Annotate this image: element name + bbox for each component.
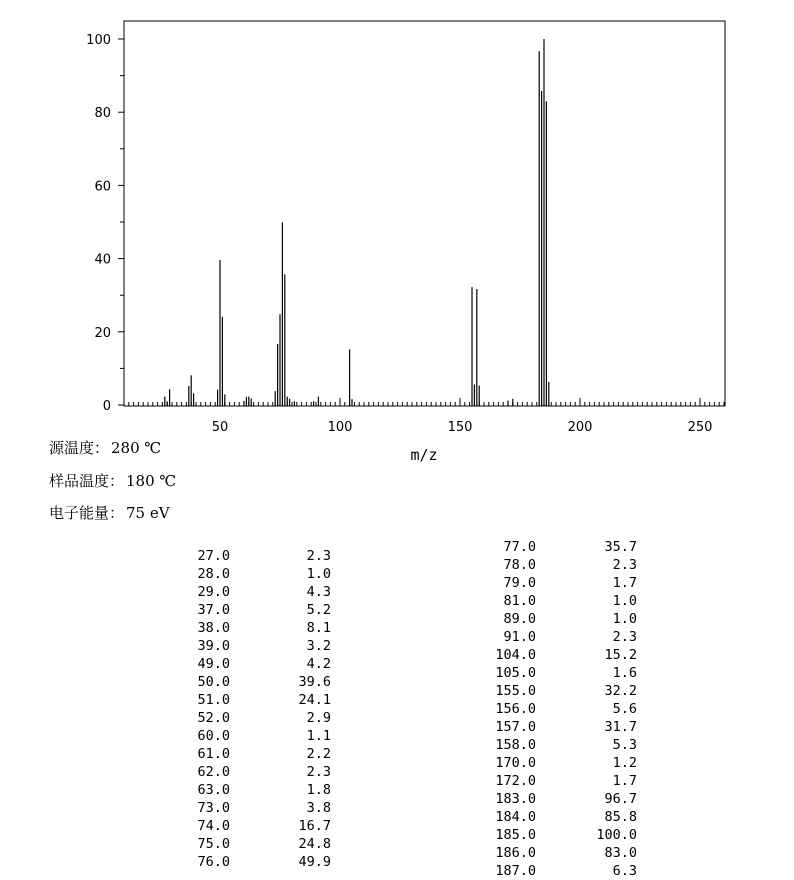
peak-mz: 51.0 (197, 692, 230, 708)
y-tick-label: 20 (94, 325, 111, 341)
sample-temperature-value: 180 ℃ (126, 472, 177, 490)
peak-intensity: 24.1 (298, 692, 331, 708)
peak-intensity: 1.2 (612, 755, 637, 771)
x-tick-label: 50 (211, 420, 229, 435)
source-temperature (49, 437, 161, 458)
peak-intensity: 1.1 (306, 728, 331, 744)
peak-mz: 170.0 (495, 755, 536, 771)
peak-mz: 184.0 (495, 809, 536, 825)
peak-intensity: 31.7 (604, 719, 637, 735)
peak-intensity: 1.6 (612, 665, 637, 681)
peak-intensity: 3.8 (306, 800, 331, 816)
peak-mz: 60.0 (197, 728, 230, 744)
source-temperature-value: 280 ℃ (111, 439, 162, 457)
peak-intensity: 4.3 (306, 584, 331, 600)
peak-intensity: 1.8 (306, 782, 331, 798)
peak-intensity: 1.7 (612, 575, 637, 591)
peak-intensity: 24.8 (298, 836, 331, 852)
peak-intensity: 100.0 (596, 827, 637, 843)
peak-intensity: 85.8 (604, 809, 637, 825)
sample-temperature-label: 样品温度： (49, 472, 125, 490)
peak-intensity: 32.2 (604, 683, 637, 699)
peak-mz: 75.0 (197, 836, 230, 852)
peak-intensity: 39.6 (298, 674, 331, 690)
peak-mz: 62.0 (197, 764, 230, 780)
x-minor-ticks (124, 398, 724, 406)
peak-mz: 29.0 (197, 584, 230, 600)
peak-intensity: 2.2 (306, 746, 331, 762)
peak-intensity: 5.6 (612, 701, 637, 717)
electron-energy-value: 75 eV (126, 504, 170, 522)
peak-mz: 78.0 (503, 557, 536, 573)
y-axis (86, 33, 124, 414)
source-temperature-label: 源温度： (49, 439, 110, 457)
electron-energy (49, 502, 170, 523)
x-tick-label: 100 (327, 420, 353, 435)
peak-mz: 39.0 (197, 638, 230, 654)
peak-intensity: 2.3 (306, 764, 331, 780)
y-tick-label: 80 (94, 106, 111, 122)
x-axis (212, 420, 713, 435)
peak-intensity: 1.0 (612, 611, 637, 627)
peak-mz: 156.0 (495, 701, 536, 717)
peak-mz: 155.0 (495, 683, 536, 699)
peak-intensity: 2.3 (306, 548, 331, 564)
peak-intensity: 16.7 (298, 818, 331, 834)
peak-mz: 187.0 (495, 863, 536, 879)
peak-mz: 50.0 (197, 674, 230, 690)
peak-mz: 27.0 (197, 548, 230, 564)
peak-intensity: 83.0 (604, 845, 637, 861)
peak-intensity: 5.2 (306, 602, 331, 618)
peak-intensity: 2.3 (612, 557, 637, 573)
peak-mz: 172.0 (495, 773, 536, 789)
peak-mz: 52.0 (197, 710, 230, 726)
peak-mz: 186.0 (495, 845, 536, 861)
y-tick-label: 0 (102, 399, 111, 414)
peak-mz: 63.0 (197, 782, 230, 798)
peak-mz: 104.0 (495, 647, 536, 663)
plot-frame (124, 21, 725, 406)
peak-intensity: 4.2 (306, 656, 331, 672)
x-axis-label: m/z (410, 446, 438, 464)
peak-intensity: 2.9 (306, 710, 331, 726)
y-tick-label: 60 (94, 179, 111, 195)
peak-intensity: 8.1 (306, 620, 331, 636)
peak-intensity: 5.3 (612, 737, 637, 753)
peak-mz: 158.0 (495, 737, 536, 753)
peak-intensity: 6.3 (612, 863, 637, 879)
peak-mz: 73.0 (197, 800, 230, 816)
peak-intensity: 1.7 (612, 773, 637, 789)
x-tick-label: 150 (447, 420, 473, 435)
peak-intensity: 15.2 (604, 647, 637, 663)
x-tick-label: 250 (687, 420, 713, 435)
electron-energy-label: 电子能量： (49, 504, 125, 522)
y-tick-label: 100 (86, 33, 111, 48)
peak-mz: 89.0 (503, 611, 536, 627)
peak-mz: 37.0 (197, 602, 230, 618)
peak-mz: 74.0 (197, 818, 230, 834)
peak-mz: 61.0 (197, 746, 230, 762)
peak-mz: 157.0 (495, 719, 536, 735)
y-tick-label: 40 (94, 252, 111, 268)
peak-mz: 91.0 (503, 629, 536, 645)
peak-mz: 185.0 (495, 827, 536, 843)
peak-mz: 77.0 (503, 539, 536, 555)
peak-intensity: 35.7 (604, 539, 637, 555)
peak-intensity: 3.2 (306, 638, 331, 654)
peak-mz: 105.0 (495, 665, 536, 681)
peak-mz: 183.0 (495, 791, 536, 807)
sample-temperature (49, 470, 176, 491)
peak-mz: 38.0 (197, 620, 230, 636)
peak-intensity: 96.7 (604, 791, 637, 807)
peak-mz: 76.0 (197, 854, 230, 870)
peak-intensity: 1.0 (306, 566, 331, 582)
peak-intensity: 2.3 (612, 629, 637, 645)
peak-mz: 28.0 (197, 566, 230, 582)
spectrum-bars (165, 39, 549, 406)
peak-mz: 79.0 (503, 575, 536, 591)
peak-intensity: 1.0 (612, 593, 637, 609)
peak-mz: 81.0 (503, 593, 536, 609)
peak-intensity: 49.9 (298, 854, 331, 870)
peak-mz: 49.0 (197, 656, 230, 672)
x-tick-label: 200 (567, 420, 593, 435)
